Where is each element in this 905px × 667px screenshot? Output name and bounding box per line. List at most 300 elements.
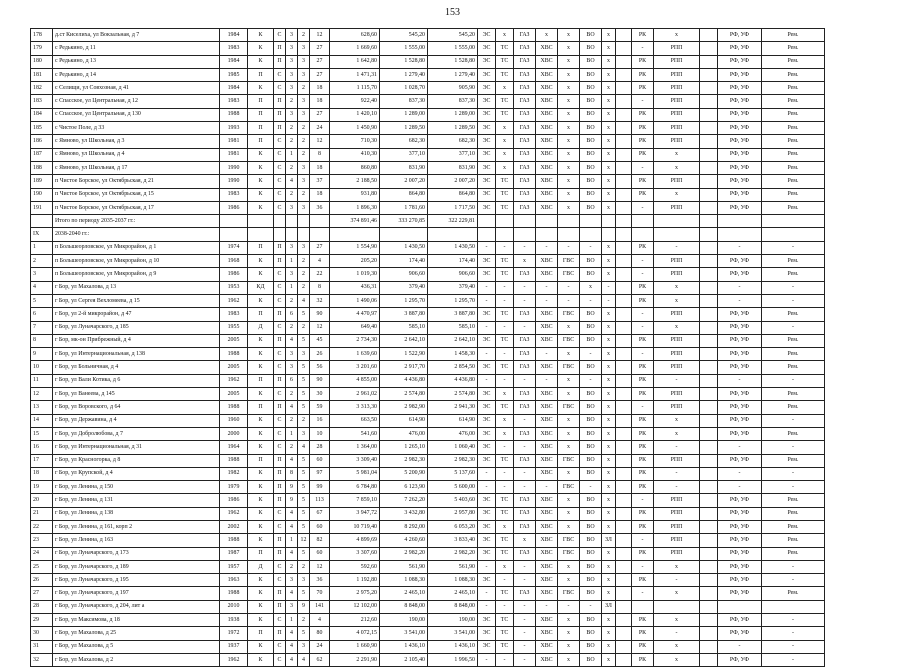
roof-cell: РК xyxy=(632,441,654,454)
type-cell: С xyxy=(274,348,286,361)
note-cell: Рем. xyxy=(762,427,825,440)
table-row xyxy=(31,82,825,95)
row-number: 190 xyxy=(31,188,53,201)
note-cell: Рем. xyxy=(762,95,825,108)
floors-cell: 3 xyxy=(286,68,298,81)
blank-cell xyxy=(616,108,632,121)
apartments-cell: 30 xyxy=(310,388,330,401)
blank-cell xyxy=(700,560,718,573)
cold-water-cell: - xyxy=(536,281,558,294)
entrances-cell: 4 xyxy=(298,653,310,666)
year-cell: 1962 xyxy=(220,374,248,387)
blank-cell xyxy=(700,454,718,467)
note-cell: Рем. xyxy=(762,494,825,507)
area-total-cell: 3 313,30 xyxy=(330,401,380,414)
year-cell: 1984 xyxy=(220,55,248,68)
roof-cell: РК xyxy=(632,241,654,254)
drainage-cell: ВО xyxy=(580,29,602,42)
facade-cell: РПП xyxy=(654,308,700,321)
row-number: 191 xyxy=(31,201,53,214)
apartments-cell: 90 xyxy=(310,374,330,387)
roof-cell: РК xyxy=(632,334,654,347)
address-cell: г Бор, ул Ленина, д 138 xyxy=(53,507,220,520)
type-cell: П xyxy=(274,108,286,121)
area-living-cell: 1 430,50 xyxy=(380,241,428,254)
lift-cell: х xyxy=(602,401,616,414)
entrances-cell: 5 xyxy=(298,361,310,374)
note-cell: - xyxy=(762,281,825,294)
apartments-cell: 141 xyxy=(310,600,330,613)
table-row xyxy=(31,467,825,480)
roof-cell: РК xyxy=(632,29,654,42)
row-number: 32 xyxy=(31,653,53,666)
area-total-cell: 3 201,60 xyxy=(330,361,380,374)
entrances-cell: 2 xyxy=(298,135,310,148)
material-cell: К xyxy=(248,268,274,281)
row-number: 28 xyxy=(31,600,53,613)
hot-water-cell: х xyxy=(558,374,580,387)
drainage-cell: ВО xyxy=(580,520,602,533)
blank-cell xyxy=(700,255,718,268)
drainage-cell: ВО xyxy=(580,188,602,201)
gas-cell: ГАЗ xyxy=(514,334,536,347)
material-cell xyxy=(248,228,274,241)
heat-cell: ТС xyxy=(496,108,514,121)
blank-cell xyxy=(616,614,632,627)
power-cell: - xyxy=(478,653,496,666)
works-cell: РФ, УФ xyxy=(718,321,762,334)
facade-cell: РПП xyxy=(654,108,700,121)
table-row xyxy=(31,587,825,600)
blank-cell xyxy=(700,308,718,321)
heat-cell: - xyxy=(496,467,514,480)
drainage-cell: ВО xyxy=(580,175,602,188)
cold-water-cell: ХВС xyxy=(536,427,558,440)
roof-cell: РК xyxy=(632,361,654,374)
type-cell: П xyxy=(274,534,286,547)
year-cell: 1988 xyxy=(220,587,248,600)
material-cell: П xyxy=(248,401,274,414)
address-cell: с Ямново, ул Школьная, д 17 xyxy=(53,161,220,174)
entrances-cell xyxy=(298,228,310,241)
heat-cell: ТС xyxy=(496,494,514,507)
roof-cell: РК xyxy=(632,507,654,520)
hot-water-cell: х xyxy=(558,148,580,161)
year-cell: 2005 xyxy=(220,361,248,374)
area-residential-cell: 8 848,00 xyxy=(428,600,478,613)
table-row xyxy=(31,640,825,653)
lift-cell: х xyxy=(602,454,616,467)
works-cell: РФ, УФ xyxy=(718,494,762,507)
area-residential-cell: 1 060,40 xyxy=(428,441,478,454)
note-cell: Рем. xyxy=(762,268,825,281)
area-total-cell: 374 891,46 xyxy=(330,215,380,228)
area-living-cell: 1 028,70 xyxy=(380,82,428,95)
apartments-cell: 70 xyxy=(310,587,330,600)
area-residential-cell: 1 295,70 xyxy=(428,294,478,307)
entrances-cell: 3 xyxy=(298,241,310,254)
year-cell: 1981 xyxy=(220,135,248,148)
works-cell xyxy=(718,215,762,228)
row-number: 12 xyxy=(31,388,53,401)
area-living-cell: 476,00 xyxy=(380,427,428,440)
power-cell: ЭС xyxy=(478,42,496,55)
facade-cell: - xyxy=(654,481,700,494)
area-living-cell: 4 260,60 xyxy=(380,534,428,547)
heat-cell: - xyxy=(496,321,514,334)
type-cell: П xyxy=(274,587,286,600)
row-number: 29 xyxy=(31,614,53,627)
floors-cell: 9 xyxy=(286,481,298,494)
note-cell: Рем. xyxy=(762,175,825,188)
row-number: 16 xyxy=(31,441,53,454)
material-cell: Д xyxy=(248,560,274,573)
address-cell: г Бор, ул Ванеева, д 145 xyxy=(53,388,220,401)
blank-cell xyxy=(616,268,632,281)
heat-cell: х xyxy=(496,82,514,95)
type-cell: П xyxy=(274,55,286,68)
area-living-cell: 1 522,90 xyxy=(380,348,428,361)
roof-cell: РК xyxy=(632,614,654,627)
area-living-cell: 585,10 xyxy=(380,321,428,334)
address-cell: г Бор, ул Интернациональная, д 31 xyxy=(53,441,220,454)
apartments-cell: 16 xyxy=(310,414,330,427)
heat-cell: - xyxy=(496,653,514,666)
area-total-cell: 1 420,10 xyxy=(330,108,380,121)
works-cell: РФ, УФ xyxy=(718,414,762,427)
table-row xyxy=(31,255,825,268)
hot-water-cell: х xyxy=(558,467,580,480)
cold-water-cell: ХВС xyxy=(536,308,558,321)
area-residential-cell: 2 465,10 xyxy=(428,587,478,600)
address-cell: г Бор, ул Луначарского, д 197 xyxy=(53,587,220,600)
gas-cell: ГАЗ xyxy=(514,148,536,161)
area-living-cell xyxy=(380,228,428,241)
area-total-cell: 1 639,60 xyxy=(330,348,380,361)
gas-cell: ГАЗ xyxy=(514,201,536,214)
facade-cell: - xyxy=(654,467,700,480)
area-residential-cell: 614,90 xyxy=(428,414,478,427)
area-total-cell: 4 470,97 xyxy=(330,308,380,321)
cold-water-cell: ХВС xyxy=(536,55,558,68)
table-row xyxy=(31,281,825,294)
lift-cell: х xyxy=(602,175,616,188)
table-row xyxy=(31,520,825,533)
type-cell xyxy=(274,215,286,228)
entrances-cell: 5 xyxy=(298,308,310,321)
area-living-cell: 3 432,80 xyxy=(380,507,428,520)
blank-cell xyxy=(616,334,632,347)
power-cell: ЭС xyxy=(478,308,496,321)
entrances-cell: 3 xyxy=(298,95,310,108)
roof-cell: РК xyxy=(632,281,654,294)
floors-cell: 2 xyxy=(286,560,298,573)
apartments-cell: 27 xyxy=(310,42,330,55)
apartments-cell: 4 xyxy=(310,614,330,627)
works-cell: РФ, УФ xyxy=(718,334,762,347)
apartments-cell: 24 xyxy=(310,122,330,135)
facade-cell: РПП xyxy=(654,348,700,361)
entrances-cell: 5 xyxy=(298,507,310,520)
material-cell: К xyxy=(248,520,274,533)
area-residential-cell: 1 436,10 xyxy=(428,640,478,653)
cold-water-cell: ХВС xyxy=(536,148,558,161)
note-cell: - xyxy=(762,467,825,480)
address-cell: п Чистое Борское, ул Октябрьская, д 15 xyxy=(53,188,220,201)
works-cell: РФ, УФ xyxy=(718,161,762,174)
works-cell xyxy=(718,600,762,613)
power-cell: ЭС xyxy=(478,68,496,81)
blank-cell xyxy=(700,507,718,520)
heat-cell: ТС xyxy=(496,175,514,188)
cold-water-cell: ХВС xyxy=(536,653,558,666)
hot-water-cell: х xyxy=(558,122,580,135)
facade-cell: х xyxy=(654,427,700,440)
entrances-cell: 2 xyxy=(298,255,310,268)
blank-cell xyxy=(616,427,632,440)
floors-cell: 4 xyxy=(286,507,298,520)
cold-water-cell: ХВС xyxy=(536,560,558,573)
note-cell: - xyxy=(762,560,825,573)
apartments-cell: 10 xyxy=(310,427,330,440)
lift-cell: х xyxy=(602,334,616,347)
floors-cell: 1 xyxy=(286,281,298,294)
heat-cell: ТС xyxy=(496,587,514,600)
heat-cell: ТС xyxy=(496,614,514,627)
cold-water-cell: ХВС xyxy=(536,108,558,121)
area-living-cell: 1 528,80 xyxy=(380,55,428,68)
row-number: 26 xyxy=(31,574,53,587)
cold-water-cell: ХВС xyxy=(536,627,558,640)
facade-cell: х xyxy=(654,29,700,42)
floors-cell: 2 xyxy=(286,414,298,427)
blank-cell xyxy=(616,148,632,161)
cold-water-cell: ХВС xyxy=(536,122,558,135)
area-total-cell: 10 719,40 xyxy=(330,520,380,533)
type-cell: С xyxy=(274,414,286,427)
type-cell: П xyxy=(274,241,286,254)
lift-cell: х xyxy=(602,507,616,520)
lift-cell: х xyxy=(602,321,616,334)
cold-water-cell: ХВС xyxy=(536,494,558,507)
row-number: 178 xyxy=(31,29,53,42)
blank-cell xyxy=(700,587,718,600)
material-cell: К xyxy=(248,481,274,494)
works-cell: РФ, УФ xyxy=(718,574,762,587)
row-number: 10 xyxy=(31,361,53,374)
material-cell: К xyxy=(248,29,274,42)
area-residential-cell: 2 982,30 xyxy=(428,454,478,467)
cold-water-cell: ХВС xyxy=(536,82,558,95)
area-residential-cell: 190,00 xyxy=(428,614,478,627)
floors-cell: 4 xyxy=(286,175,298,188)
material-cell: К xyxy=(248,161,274,174)
apartments-cell: 8 xyxy=(310,281,330,294)
works-cell: РФ, УФ xyxy=(718,68,762,81)
hot-water-cell: х xyxy=(558,108,580,121)
year-cell: 2005 xyxy=(220,388,248,401)
area-residential-cell: 561,90 xyxy=(428,560,478,573)
heat-cell: - xyxy=(496,441,514,454)
row-number: 4 xyxy=(31,281,53,294)
blank-cell xyxy=(700,228,718,241)
table-row xyxy=(31,348,825,361)
power-cell: ЭС xyxy=(478,494,496,507)
row-number: 23 xyxy=(31,534,53,547)
year-cell: 1962 xyxy=(220,294,248,307)
area-total-cell: 592,60 xyxy=(330,560,380,573)
power-cell: ЭС xyxy=(478,401,496,414)
table-row xyxy=(31,454,825,467)
hot-water-cell: х xyxy=(558,653,580,666)
note-cell: - xyxy=(762,321,825,334)
blank-cell xyxy=(616,534,632,547)
works-cell xyxy=(718,228,762,241)
area-total-cell: 6 784,80 xyxy=(330,481,380,494)
gas-cell: ГАЗ xyxy=(514,401,536,414)
area-living-cell: 333 270,85 xyxy=(380,215,428,228)
roof-cell: РК xyxy=(632,640,654,653)
table-row xyxy=(31,507,825,520)
blank-cell xyxy=(700,188,718,201)
apartments-cell: 8 xyxy=(310,148,330,161)
type-cell: С xyxy=(274,520,286,533)
cold-water-cell: - xyxy=(536,294,558,307)
works-cell: РФ, УФ xyxy=(718,587,762,600)
heat-cell: ТС xyxy=(496,95,514,108)
row-number: 185 xyxy=(31,122,53,135)
power-cell: ЭС xyxy=(478,334,496,347)
area-living-cell: 174,40 xyxy=(380,255,428,268)
power-cell xyxy=(478,228,496,241)
address-cell: с Селищи, ул Совхозная, д 41 xyxy=(53,82,220,95)
blank-cell xyxy=(700,29,718,42)
cold-water-cell: ХВС xyxy=(536,42,558,55)
cold-water-cell: ХВС xyxy=(536,268,558,281)
area-total-cell: 1 669,60 xyxy=(330,42,380,55)
roof-cell: РК xyxy=(632,388,654,401)
area-living-cell: 2 574,80 xyxy=(380,388,428,401)
power-cell: - xyxy=(478,600,496,613)
entrances-cell: 5 xyxy=(298,374,310,387)
blank-cell xyxy=(616,627,632,640)
blank-cell xyxy=(616,467,632,480)
lift-cell: х xyxy=(602,574,616,587)
lift-cell: х xyxy=(602,441,616,454)
roof-cell: РК xyxy=(632,55,654,68)
entrances-cell: 9 xyxy=(298,600,310,613)
floors-cell: 6 xyxy=(286,308,298,321)
facade-cell: РПП xyxy=(654,534,700,547)
roof-cell: РК xyxy=(632,653,654,666)
floors-cell: 4 xyxy=(286,520,298,533)
table-row xyxy=(31,600,825,613)
blank-cell xyxy=(616,414,632,427)
blank-cell xyxy=(616,68,632,81)
blank-cell xyxy=(616,161,632,174)
area-living-cell: 2 007,20 xyxy=(380,175,428,188)
table-row xyxy=(31,68,825,81)
material-cell: К xyxy=(248,175,274,188)
lift-cell: х xyxy=(602,201,616,214)
floors-cell: 9 xyxy=(286,494,298,507)
type-cell: П xyxy=(274,547,286,560)
heat-cell: - xyxy=(496,281,514,294)
heat-cell: х xyxy=(496,520,514,533)
type-cell: С xyxy=(274,161,286,174)
blank-cell xyxy=(700,82,718,95)
floors-cell: 2 xyxy=(286,321,298,334)
area-living-cell: 5 200,90 xyxy=(380,467,428,480)
power-cell: ЭС xyxy=(478,29,496,42)
power-cell: ЭС xyxy=(478,148,496,161)
entrances-cell: 2 xyxy=(298,268,310,281)
blank-cell xyxy=(616,600,632,613)
hot-water-cell: ГВС xyxy=(558,587,580,600)
roof-cell: РК xyxy=(632,122,654,135)
area-living-cell: 2 465,10 xyxy=(380,587,428,600)
entrances-cell: 5 xyxy=(298,494,310,507)
facade-cell: х xyxy=(654,640,700,653)
address-cell: с Редькино, д 14 xyxy=(53,68,220,81)
hot-water-cell: х xyxy=(558,135,580,148)
facade-cell: РПП xyxy=(654,454,700,467)
note-cell: Рем. xyxy=(762,587,825,600)
cold-water-cell: - xyxy=(536,241,558,254)
roof-cell: РК xyxy=(632,427,654,440)
apartments-cell: 90 xyxy=(310,308,330,321)
roof-cell xyxy=(632,228,654,241)
area-residential-cell: 5 600,00 xyxy=(428,481,478,494)
year-cell: 1982 xyxy=(220,467,248,480)
cold-water-cell: - xyxy=(536,348,558,361)
drainage-cell: ВО xyxy=(580,627,602,640)
area-total-cell: 2 188,50 xyxy=(330,175,380,188)
cold-water-cell: ХВС xyxy=(536,161,558,174)
gas-cell: - xyxy=(514,481,536,494)
works-cell: РФ, УФ xyxy=(718,401,762,414)
note-cell: Рем. xyxy=(762,108,825,121)
address-cell: г Бор, ул Сергея Вехломеева, д 15 xyxy=(53,294,220,307)
lift-cell xyxy=(602,228,616,241)
drainage-cell: ВО xyxy=(580,82,602,95)
cold-water-cell: ХВС xyxy=(536,255,558,268)
cold-water-cell: ХВС xyxy=(536,188,558,201)
floors-cell: 8 xyxy=(286,467,298,480)
blank-cell xyxy=(700,600,718,613)
gas-cell: - xyxy=(514,241,536,254)
floors-cell: 1 xyxy=(286,148,298,161)
area-residential-cell: 476,00 xyxy=(428,427,478,440)
year-cell: 2005 xyxy=(220,334,248,347)
gas-cell: - xyxy=(514,374,536,387)
type-cell: С xyxy=(274,175,286,188)
blank-cell xyxy=(616,215,632,228)
area-living-cell: 2 917,70 xyxy=(380,361,428,374)
facade-cell: РПП xyxy=(654,388,700,401)
floors-cell: 3 xyxy=(286,574,298,587)
blank-cell xyxy=(616,294,632,307)
entrances-cell: 2 xyxy=(298,188,310,201)
area-total-cell: 541,60 xyxy=(330,427,380,440)
facade-cell: РПП xyxy=(654,175,700,188)
power-cell: ЭС xyxy=(478,507,496,520)
blank-cell xyxy=(700,388,718,401)
address-cell: Итого по периоду 2035-2037 гг.: xyxy=(53,215,220,228)
blank-cell xyxy=(616,441,632,454)
hot-water-cell: х xyxy=(558,201,580,214)
year-cell: 1984 xyxy=(220,82,248,95)
